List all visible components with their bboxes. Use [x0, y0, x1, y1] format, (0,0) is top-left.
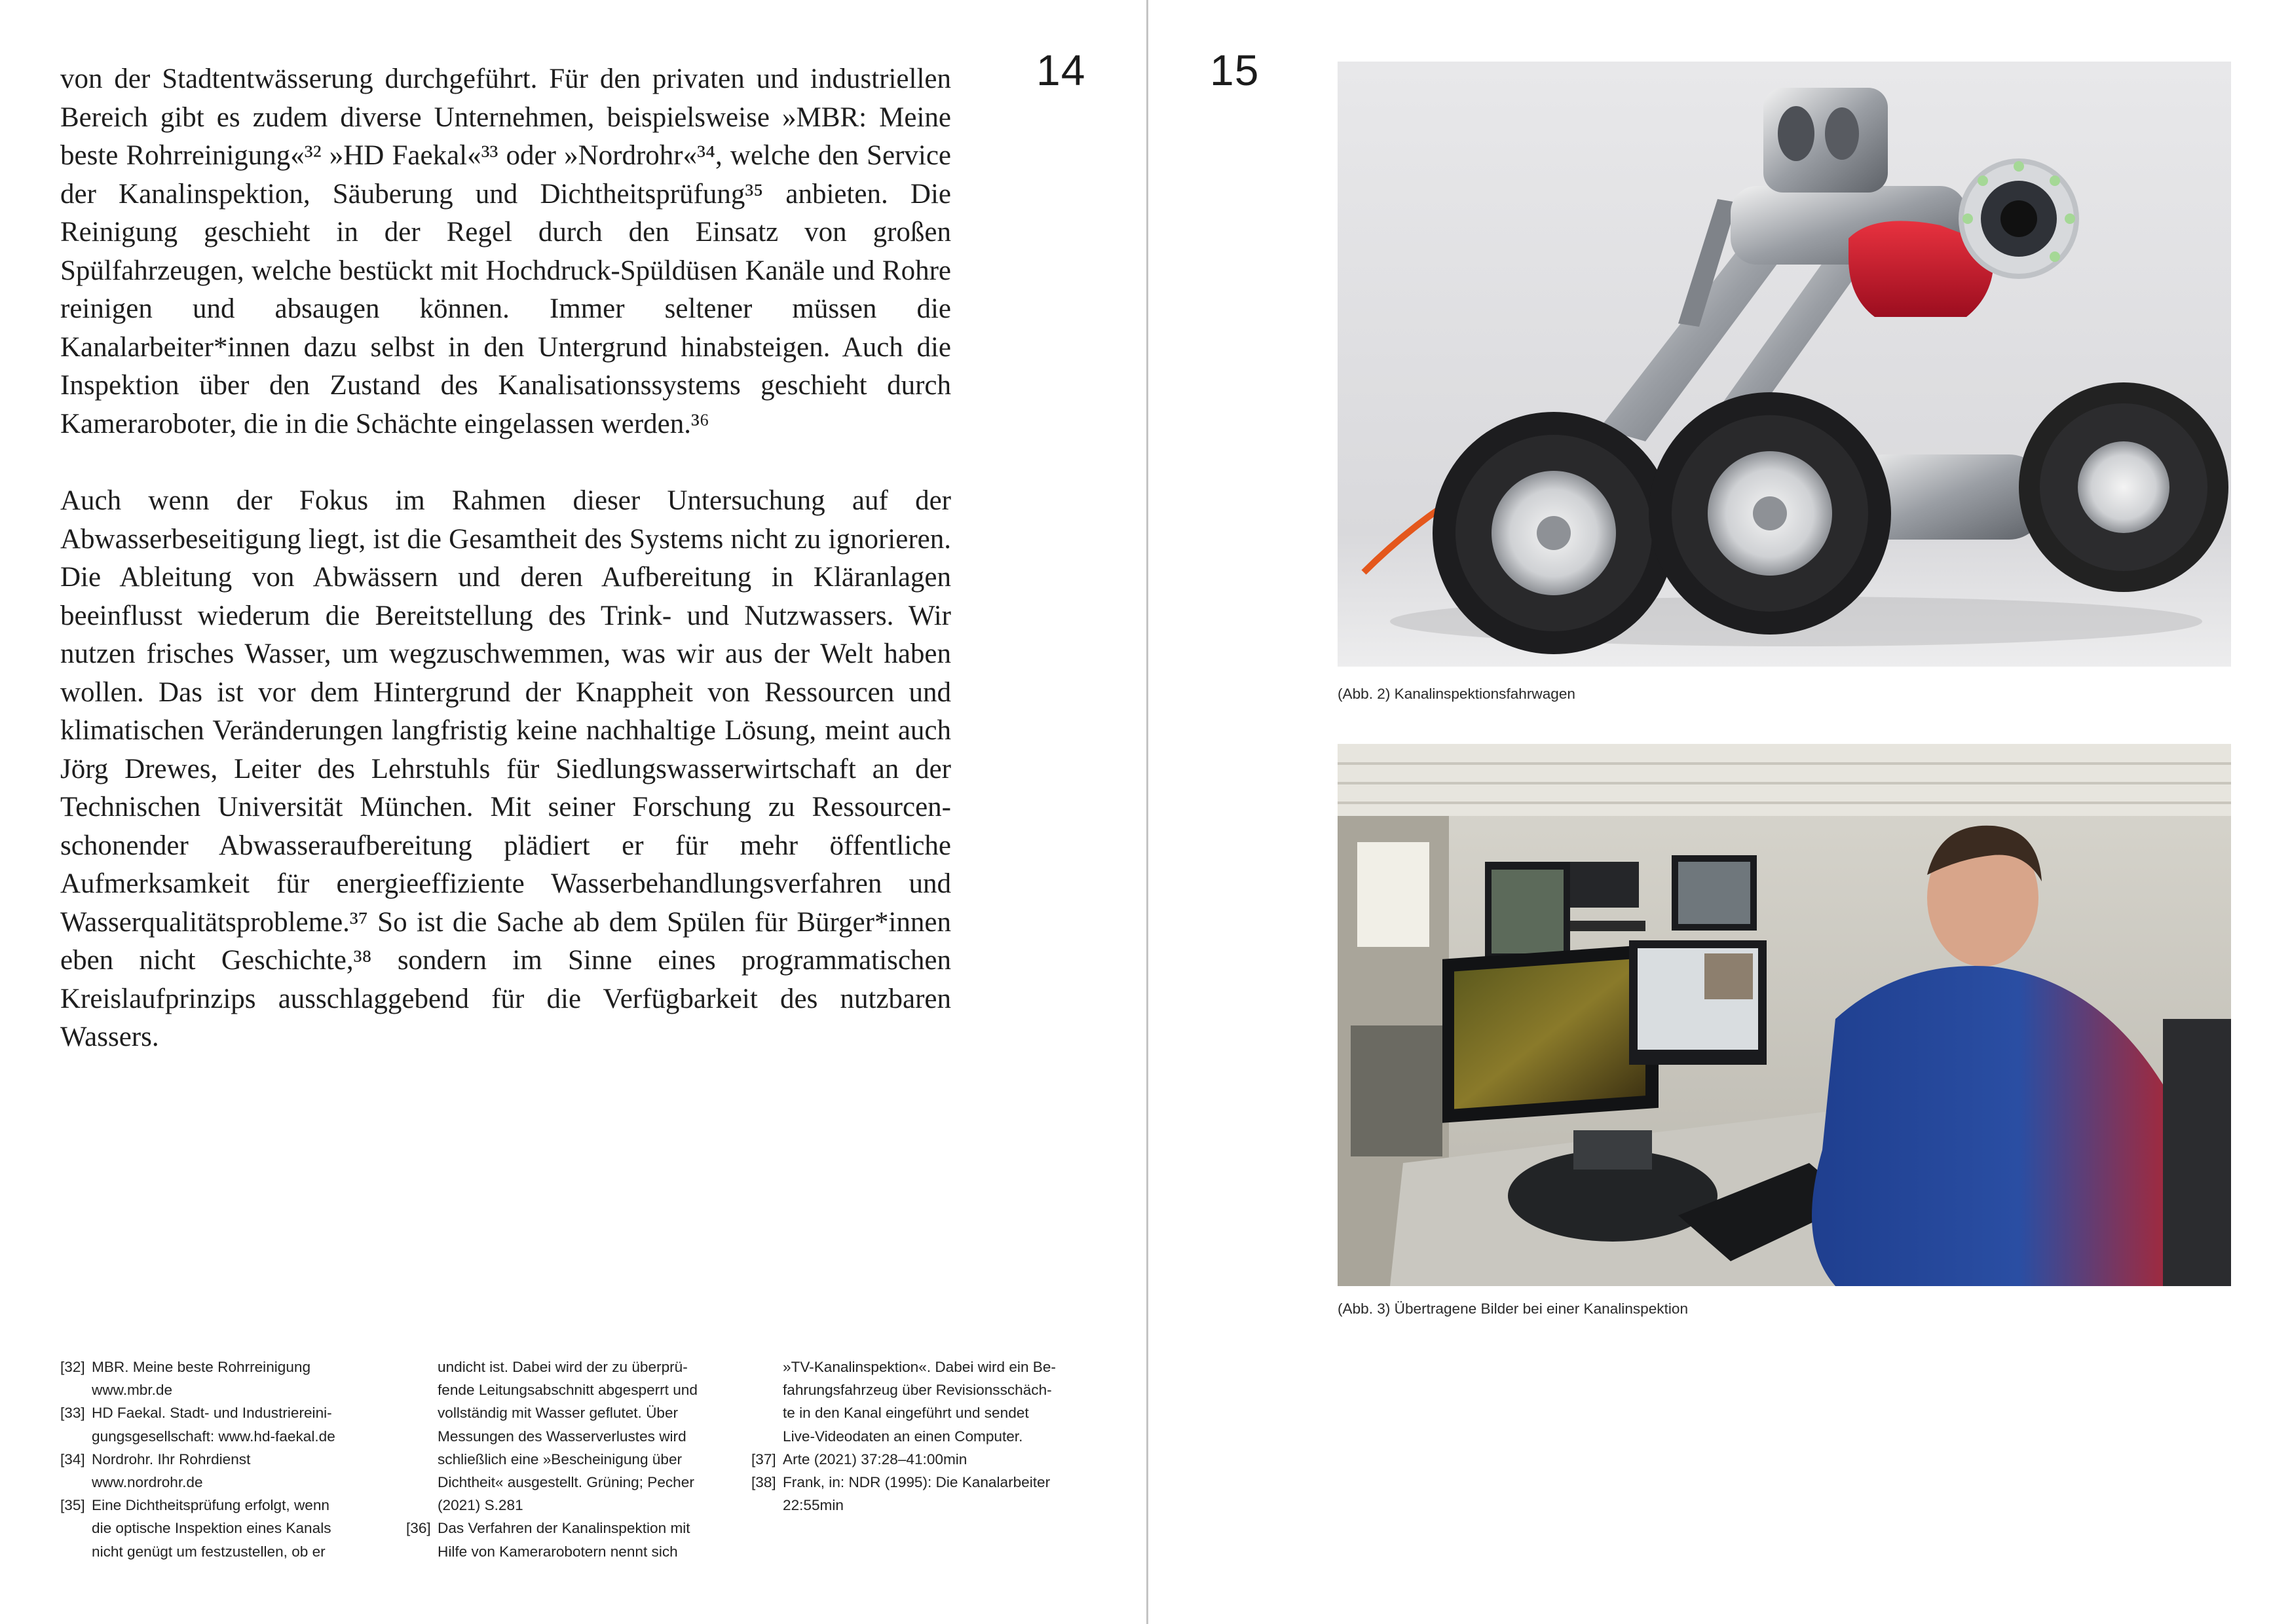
body-paragraph-1 [60, 60, 951, 443]
footnotes-column-2 [406, 1356, 734, 1563]
footnote-line [751, 1401, 1092, 1424]
footnote-line [751, 1471, 1092, 1494]
footnote-text: undicht ist. Dabei wird der zu überprü- [438, 1359, 688, 1375]
footnote-line [751, 1356, 1092, 1378]
footnote-line [60, 1401, 368, 1424]
footnote-line [60, 1356, 368, 1378]
footnote-text: te in den Kanal eingeführt und sendet [783, 1405, 1029, 1422]
footnote-text: Live-Videodaten an einen Computer. [783, 1428, 1023, 1445]
footnote-line [60, 1517, 368, 1540]
footnote-line [406, 1471, 734, 1494]
footnote-line [751, 1494, 1092, 1517]
footnote-text: fahrungsfahrzeug über Revisionsschäch- [783, 1382, 1052, 1399]
footnote-line [60, 1494, 368, 1517]
footnote-number: [38] [751, 1474, 776, 1491]
paragraph-text: von der Stadtentwässerung durchgeführt. Für den privaten und industriellen Bereich gibt es zudem diverse Unternehmen, beispielsweise »MBR: Meine beste Rohrreinigung«³² »HD Faekal«³³ oder »Nordrohr«³⁴, welche den Service der Kanalinspektion, Säuberung und Dichtheitsprüfung³⁵ anbieten. Die Reinigung geschieht in der Regel durch den Einsatz von großen Spülfahrzeugen, welche bestückt mit Hochdruck-Spüldüsen Kanäle und Rohre reinigen und absaugen können. Immer seltener müssen die Kanalarbeiter*innen dazu selbst in den Untergrund hinabsteigen. Auch die Inspektion über den Zustand des Kanalisationssystems geschieht durch Kameraroboter, die in die Schächte eingelassen werden.³⁶ [60, 64, 951, 439]
footnotes-column-1 [60, 1356, 368, 1563]
photo-inspection-robot [1338, 62, 2231, 667]
footnote-text: nicht genügt um festzustellen, ob er [92, 1543, 326, 1560]
footnote-number: [36] [406, 1520, 431, 1537]
footnote-text: Frank, in: NDR (1995): Die Kanalarbeiter [783, 1474, 1051, 1491]
footnote-number: [32] [60, 1359, 85, 1375]
footnote-text: gungsgesellschaft: www.hd-faekal.de [92, 1428, 335, 1445]
footnote-line [406, 1401, 734, 1424]
footnote-text: Eine Dichtheitsprüfung erfolgt, wenn [92, 1497, 329, 1514]
right-page [1148, 0, 2290, 1624]
footnote-text: die optische Inspektion eines Kanals [92, 1520, 331, 1537]
paragraph-text: Auch wenn der Fokus im Rahmen dieser Untersuchung auf der Abwasserbeseitigung liegt, ist die Gesamtheit des Systems nicht zu ignorieren. Die Ableitung von Abwässern und deren Aufbereitung in Kläranlagen beeinflusst wiederum die Bereitstellung des Trink- und Nutzwassers. Wir nutzen frisches Wasser, um wegzuschwemmen, was wir aus der Welt haben wollen. Das ist vor dem Hintergrund der Knappheit von Ressourcen und klimatischen Veränderungen langfristig keine nachhaltige Lösung, meint auch Jörg Drewes, Leiter des Lehrstuhls für Siedlungswasserwirtschaft an der Technischen Universität München. Mit seiner Forschung zu Ressourcen-schonender Abwasseraufbereitung plädiert er für mehr öffentliche Aufmerksamkeit für energieeffiziente Wasserbehandlungsverfahren und Wasserqualitätsprobleme.³⁷ So ist die Sache ab dem Spülen für Bürger*innen eben nicht Geschichte,³⁸ sondern im Sinne eines programmatischen Kreislaufprinzips ausschlaggebend für die Verfügbarkeit des nutzbaren Wassers. [60, 485, 951, 1052]
photo-control-room-operator [1338, 744, 2231, 1286]
footnote-line [60, 1448, 368, 1471]
footnote-number: [33] [60, 1405, 85, 1422]
footnote-text: schließlich eine »Bescheinigung über [438, 1450, 683, 1467]
footnote-text: www.nordrohr.de [92, 1474, 203, 1491]
footnote-text: Nordrohr. Ihr Rohrdienst [92, 1450, 251, 1467]
footnote-number: [35] [60, 1497, 85, 1514]
footnote-text: 22:55min [783, 1497, 844, 1514]
footnotes-column-3 [751, 1356, 1092, 1517]
footnote-text: MBR. Meine beste Rohrreinigung [92, 1359, 311, 1375]
footnote-line [406, 1540, 734, 1563]
footnote-line [60, 1378, 368, 1401]
footnote-text: Dichtheit« ausgestellt. Grüning; Pecher [438, 1474, 694, 1491]
footnote-line [406, 1425, 734, 1448]
footnote-line [60, 1471, 368, 1494]
page-number-left: 14 [1036, 46, 1086, 94]
footnote-text: HD Faekal. Stadt- und Industriereini- [92, 1405, 332, 1422]
footnote-line [751, 1378, 1092, 1401]
footnote-line [751, 1448, 1092, 1471]
footnote-text: fende Leitungsabschnitt abgesperrt und [438, 1382, 698, 1399]
figure-3-caption: (Abb. 3) Übertragene Bilder bei einer Kanalinspektion [1338, 1301, 1689, 1317]
footnote-line [406, 1448, 734, 1471]
footnote-line [60, 1540, 368, 1563]
footnote-number: [37] [751, 1450, 776, 1467]
body-paragraph-2 [60, 482, 951, 1057]
footnote-text: Das Verfahren der Kanalinspektion mit [438, 1520, 690, 1537]
footnote-text: vollständig mit Wasser geflutet. Über [438, 1405, 679, 1422]
footnote-text: Arte (2021) 37:28–41:00min [783, 1450, 967, 1467]
footnote-line [60, 1425, 368, 1448]
footnote-text: (2021) S.281 [438, 1497, 523, 1514]
footnote-text: Messungen des Wasserverlustes wird [438, 1428, 686, 1445]
footnote-line [406, 1494, 734, 1517]
footnote-text: »TV-Kanalinspektion«. Dabei wird ein Be- [783, 1359, 1056, 1375]
footnote-line [751, 1425, 1092, 1448]
figure-2-caption: (Abb. 2) Kanalinspektionsfahrwagen [1338, 686, 1575, 702]
footnote-text: www.mbr.de [92, 1382, 173, 1399]
footnote-text: Hilfe von Kamerarobotern nennt sich [438, 1543, 678, 1560]
footnote-line [406, 1356, 734, 1378]
footnote-line [406, 1378, 734, 1401]
footnote-number: [34] [60, 1450, 85, 1467]
footnote-line [406, 1517, 734, 1540]
page-number-right: 15 [1210, 46, 1260, 94]
